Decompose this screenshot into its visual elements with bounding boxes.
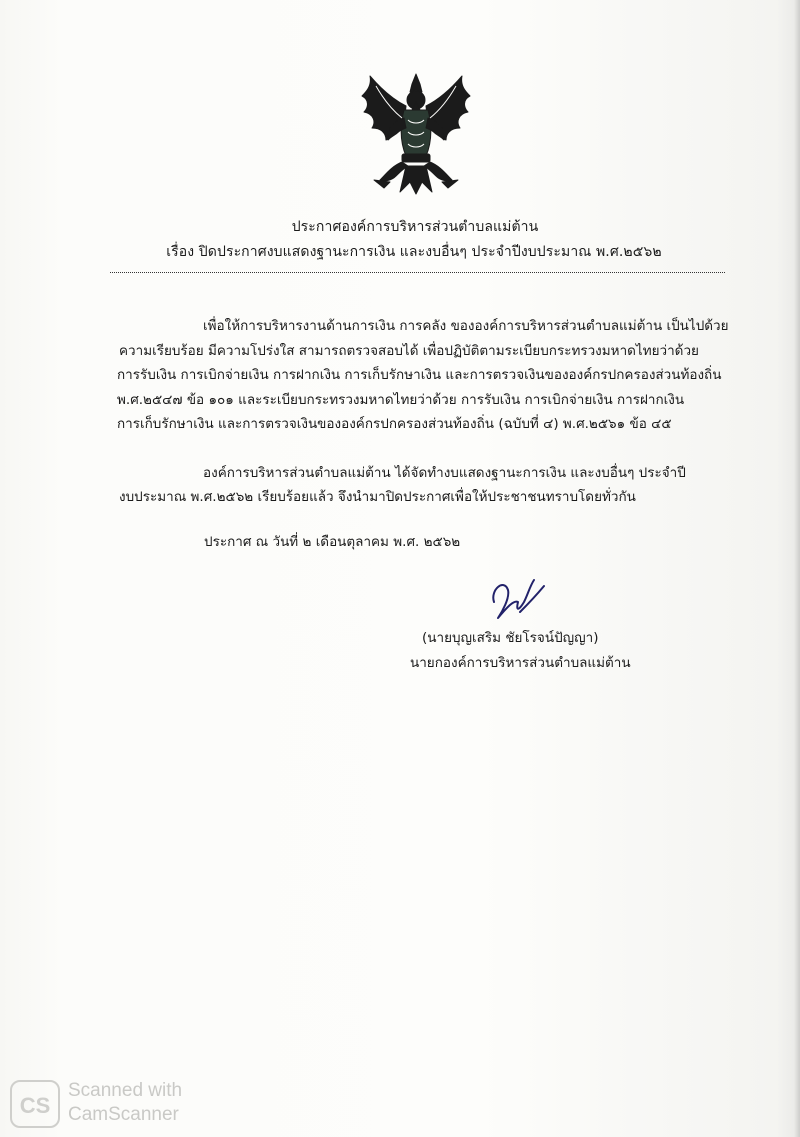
signer-position: นายกองค์การบริหารส่วนตำบลแม่ต้าน xyxy=(410,655,631,671)
signer-name: (นายบุญเสริม ชัยโรจน์ปัญญา) xyxy=(422,630,599,646)
document-subject: เรื่อง ปิดประกาศงบแสดงฐานะการเงิน และงบอื่นๆ ประจำปีงบประมาณ พ.ศ.๒๕๖๒ xyxy=(166,244,662,260)
document-title: ประกาศองค์การบริหารส่วนตำบลแม่ต้าน xyxy=(291,219,539,235)
dotted-divider xyxy=(110,264,725,273)
paragraph-1-line-2: ความเรียบร้อย มีความโปร่งใส สามารถตรวจสอบได้ เพื่อปฏิบัติตามระเบียบกระทรวงมหาดไทยว่าด้วย xyxy=(119,343,699,359)
camscanner-logo-text: CS xyxy=(19,1093,51,1118)
paragraph-2-line-1: องค์การบริหารส่วนตำบลแม่ต้าน ได้จัดทำงบแสดงฐานะการเงิน และงบอื่นๆ ประจำปี xyxy=(203,465,686,481)
garuda-emblem-icon xyxy=(356,70,476,198)
paragraph-1-line-4: พ.ศ.๒๕๔๗ ข้อ ๑๐๑ และระเบียบกระทรวงมหาดไทยว่าด้วย การรับเงิน การเบิกจ่ายเงิน การฝากเงิน xyxy=(117,392,685,408)
watermark-line-1: Scanned with xyxy=(68,1080,183,1101)
page-edge-shadow xyxy=(794,0,800,1137)
paragraph-1-line-3: การรับเงิน การเบิกจ่ายเงิน การฝากเงิน การเก็บรักษาเงิน และการตรวจเงินขององค์กรปกครองส่วนท้องถิ่น xyxy=(117,367,722,383)
paragraph-1-line-5: การเก็บรักษาเงิน และการตรวจเงินขององค์กรปกครองส่วนท้องถิ่น (ฉบับที่ ๔) พ.ศ.๒๕๖๑ ข้อ ๔๕ xyxy=(117,416,672,432)
paragraph-2-line-2: งบประมาณ พ.ศ.๒๕๖๒ เรียบร้อยแล้ว จึงนำมาปิดประกาศเพื่อให้ประชาชนทราบโดยทั่วกัน xyxy=(119,489,636,505)
announcement-date: ประกาศ ณ วันที่ ๒ เดือนตุลาคม พ.ศ. ๒๕๖๒ xyxy=(204,534,461,550)
handwritten-signature xyxy=(474,572,554,624)
camscanner-logo-icon xyxy=(10,1080,60,1128)
watermark-line-2: CamScanner xyxy=(68,1104,179,1125)
paragraph-1-line-1: เพื่อให้การบริหารงานด้านการเงิน การคลัง ขององค์การบริหารส่วนตำบลแม่ต้าน เป็นไปด้วย xyxy=(203,318,729,334)
